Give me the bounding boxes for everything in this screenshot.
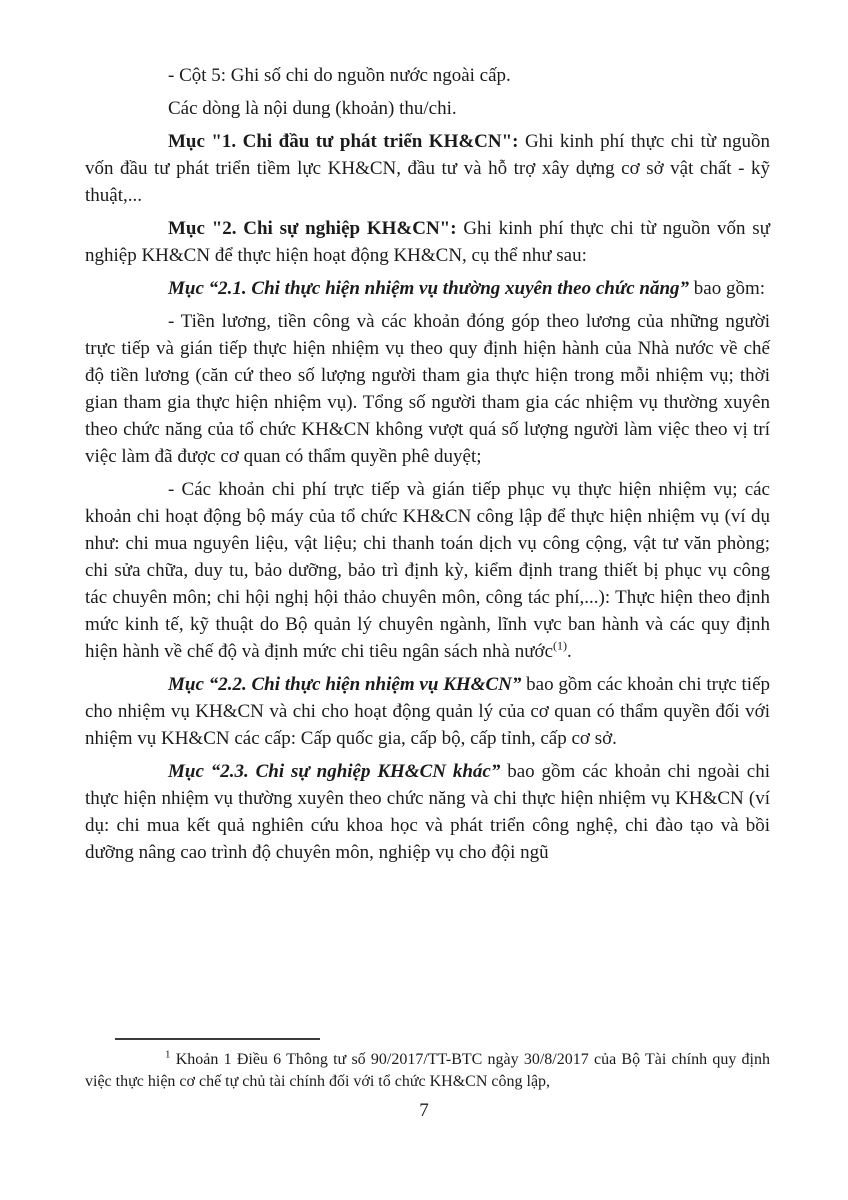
footnote-reference: (1) [553, 638, 568, 653]
paragraph-text: bao gồm: [689, 278, 766, 299]
paragraph [85, 62, 770, 89]
section-heading-run: Mục "1. Chi đầu tư phát triển KH&CN": [168, 131, 519, 152]
subsection-heading-run: Mục “2.1. Chi thực hiện nhiệm vụ thường xuyên theo chức năng” [168, 278, 690, 299]
paragraph-bullet [85, 476, 770, 665]
paragraph-section-2-1 [85, 275, 770, 302]
paragraph-text: - Các khoản chi phí trực tiếp và gián tiếp phục vụ thực hiện nhiệm vụ; các khoản chi hoạt động bộ máy của tổ chức KH&CN công lập để thực hiện nhiệm vụ (ví dụ như: chi mua nguyên liệu, vật liệu; chi thanh toán dịch vụ công cộng, vật tư văn phòng; chi sửa chữa, duy tu, bảo dưỡng, bảo trì định kỳ, kiểm định trang thiết bị phục vụ công tác chuyên môn; chi hội nghị hội thảo chuyên môn, công tác phí,...): Thực hiện theo định mức kinh tế, kỹ thuật do Bộ quản lý chuyên ngành, lĩnh vực ban hành và các quy định hiện hành về chế độ và định mức chi tiêu ngân sách nhà nước [85, 479, 770, 662]
paragraph-text: bao gồm các khoản chi ngoài chi thực hiện nhiệm vụ thường xuyên theo chức năng và chi thực hiện nhiệm vụ KH&CN (ví dụ: chi mua kết quả nghiên cứu khoa học và phát triển công nghệ, chi đào tạo và bồi dưỡng nâng cao trình độ chuyên môn, nghiệp vụ cho đội ngũ [85, 761, 770, 863]
page-number: 7 [419, 1100, 429, 1121]
paragraph-section-1 [85, 128, 770, 209]
footnote-marker: 1 [165, 1048, 171, 1061]
paragraph-text: . [567, 641, 572, 662]
paragraph-section-2 [85, 215, 770, 269]
paragraph-section-2-3 [85, 758, 770, 866]
footnote [85, 1049, 770, 1093]
paragraph-text: - Cột 5: Ghi số chi do nguồn nước ngoài cấp. [168, 65, 511, 86]
footnote-area [85, 1038, 770, 1093]
paragraph-text: bao gồm các khoản chi trực tiếp cho nhiệm vụ KH&CN và chi cho hoạt động quản lý của cơ quan có thẩm quyền đối với nhiệm vụ KH&CN các cấp: Cấp quốc gia, cấp bộ, cấp tỉnh, cấp cơ sở. [85, 674, 770, 749]
footnote-text: Khoản 1 Điều 6 Thông tư số 90/2017/TT-BTC ngày 30/8/2017 của Bộ Tài chính quy định việc thực hiện cơ chế tự chủ tài chính đối với tổ chức KH&CN công lập, [85, 1051, 770, 1090]
document-body [85, 62, 770, 872]
paragraph-text: Ghi kinh phí thực chi từ nguồn vốn đầu tư phát triển tiềm lực KH&CN, đầu tư và hỗ trợ xây dựng cơ sở vật chất - kỹ thuật,... [85, 131, 770, 206]
paragraph-text: - Tiền lương, tiền công và các khoản đóng góp theo lương của những người trực tiếp và gián tiếp thực hiện nhiệm vụ theo quy định hiện hành của Nhà nước về chế độ tiền lương (căn cứ theo số lượng người tham gia thực hiện trong mỗi nhiệm vụ; thời gian tham gia thực hiện nhiệm vụ). Tổng số người tham gia các nhiệm vụ thường xuyên theo chức năng của tổ chức KH&CN không vượt quá số lượng người làm việc theo vị trí việc làm đã được cơ quan có thẩm quyền phê duyệt; [85, 311, 770, 467]
subsection-heading-run: Mục “2.2. Chi thực hiện nhiệm vụ KH&CN” [168, 674, 522, 695]
paragraph-section-2-2 [85, 671, 770, 752]
paragraph-text: Các dòng là nội dung (khoản) thu/chi. [168, 98, 457, 119]
paragraph-text: Ghi kinh phí thực chi từ nguồn vốn sự nghiệp KH&CN để thực hiện hoạt động KH&CN, cụ thể như sau: [85, 218, 770, 266]
footnote-separator [115, 1038, 320, 1040]
subsection-heading-run: Mục “2.3. Chi sự nghiệp KH&CN khác” [168, 761, 501, 782]
section-heading-run: Mục "2. Chi sự nghiệp KH&CN": [168, 218, 457, 239]
paragraph-bullet [85, 308, 770, 470]
paragraph [85, 95, 770, 122]
